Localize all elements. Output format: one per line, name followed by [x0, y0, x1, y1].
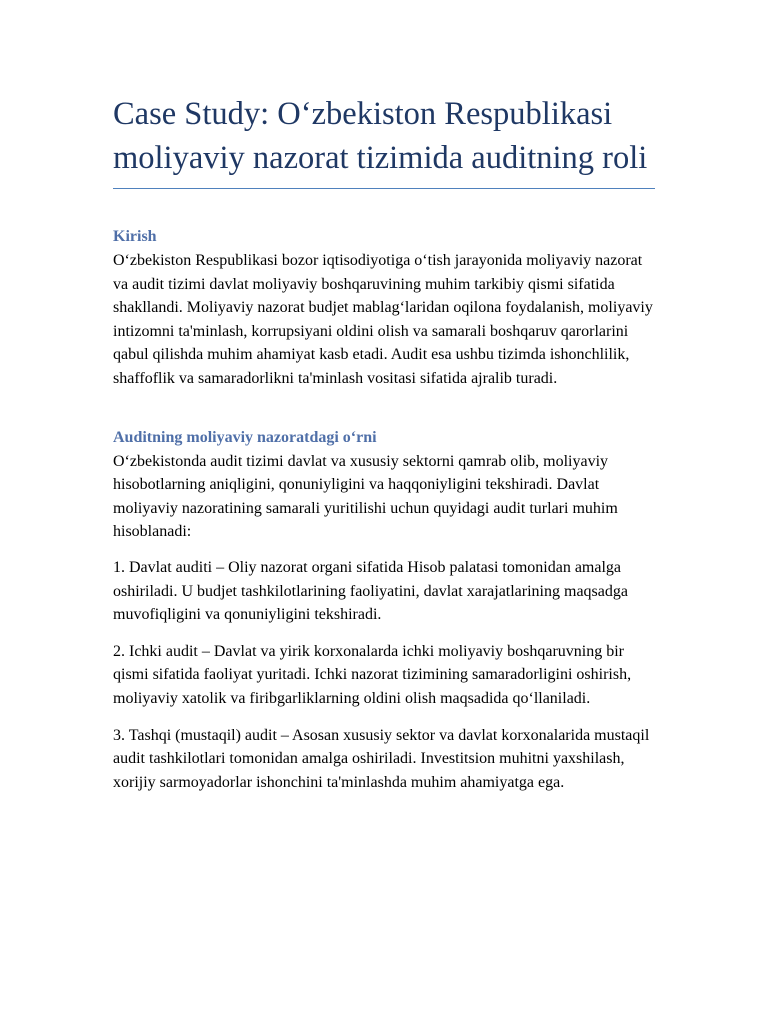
- document-title: Case Study: O‘zbekiston Respublikasi moliyaviy nazorat tizimida auditning roli: [113, 92, 655, 189]
- document-page: [113, 0, 655, 794]
- list-item-internal-audit: 2. Ichki audit – Davlat va yirik korxonalarda ichki moliyaviy boshqaruvning bir qismi sifatida faoliyat yuritadi. Ichki nazorat tizimining samaradorligini oshirish, moliyaviy xatolik va firibgarliklarning oldini olish maqsadida qo‘llaniladi.: [113, 642, 632, 707]
- list-item-state-audit: 1. Davlat auditi – Oliy nazorat organi sifatida Hisob palatasi tomonidan amalga oshiriladi. U budjet tashkilotlarining faoliyatini, davlat xarajatlarining maqsadga muvofiqligini va qonuniyligini tekshiradi.: [113, 558, 628, 624]
- section-body-audit-role: O‘zbekistonda audit tizimi davlat va xususiy sektorni qamrab olib, moliyaviy hisobotlarning aniqligini, qonuniyligini va haqqoniyligini tekshiradi. Davlat moliyaviy nazoratining samarali yuritilishi uchun quyidagi audit turlari muhim hisoblanadi:: [113, 452, 618, 541]
- list-item-external-audit: 3. Tashqi (mustaqil) audit – Asosan xususiy sektor va davlat korxonalarida mustaqil audit tashkilotlari tomonidan amalga oshiriladi. Investitsion muhitni yaxshilash, xorijiy sarmoyadorlar ishonchini ta'minlashda muhim ahamiyatga ega.: [113, 726, 650, 791]
- section-heading-intro: Kirish: [113, 228, 157, 245]
- section-body-intro: O‘zbekiston Respublikasi bozor iqtisodiyotiga o‘tish jarayonida moliyaviy nazorat va audit tizimi davlat moliyaviy boshqaruvining muhim tarkibiy qismi sifatida shakllandi. Moliyaviy nazorat budjet mablag‘laridan oqilona foydalanish, moliyaviy intizomni ta'minlash, korrupsiyani oldini olish va samarali boshqaruv qarorlarini qabul qilishda muhim ahamiyat kasb etadi. Audit esa ushbu tizimda ishonchlilik, shaffoflik va samaradorlikni ta'minlash vositasi sifatida ajralib turadi.: [113, 252, 653, 387]
- section-heading-audit-role: Auditning moliyaviy nazoratdagi o‘rni: [113, 428, 377, 446]
